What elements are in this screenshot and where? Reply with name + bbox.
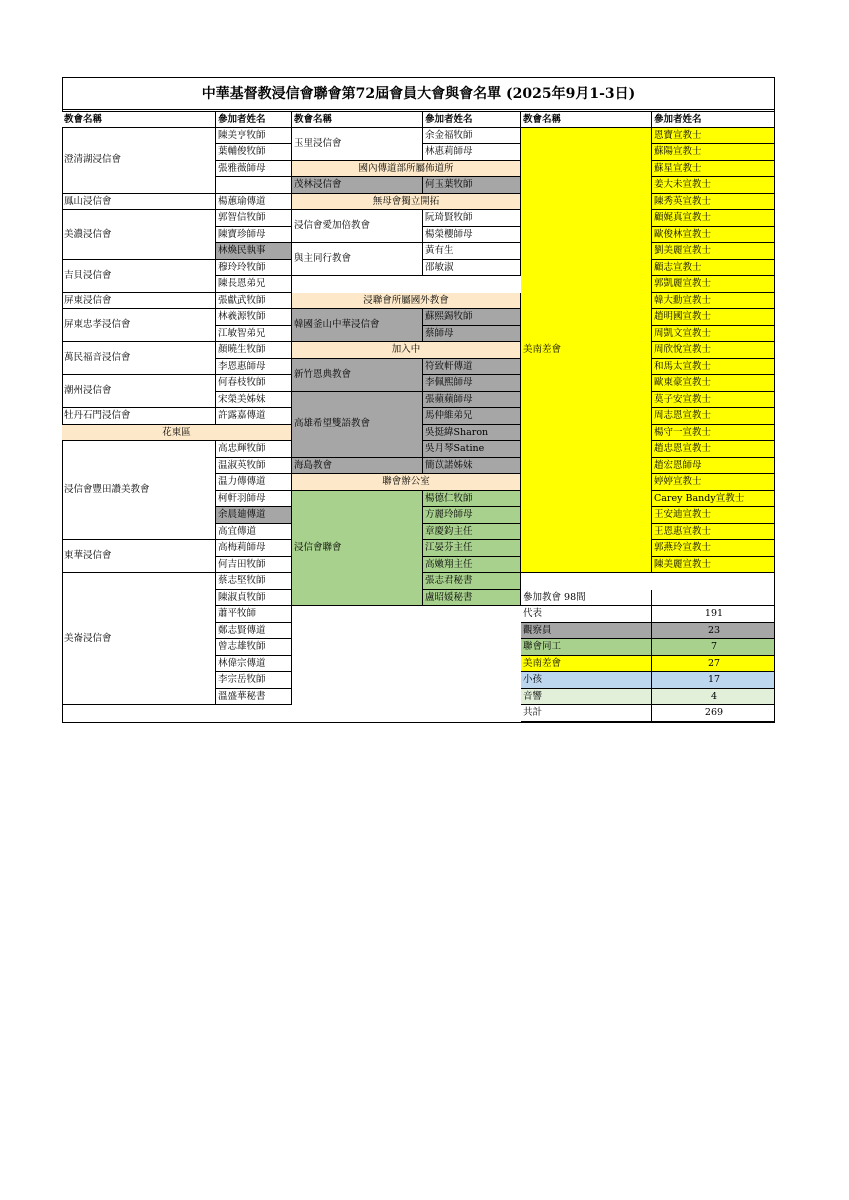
attendee-name: 楊榮櫻師母 (423, 227, 521, 244)
church-name: 高雄希望雙語教會 (292, 392, 423, 458)
attendee-name: 温淑英牧師 (216, 458, 292, 475)
church-name: 玉里浸信會 (292, 128, 423, 161)
attendee-name: 高忠輝牧師 (216, 441, 292, 458)
attendee-name: 余金福牧師 (423, 128, 521, 145)
church-name: 美崙浸信會 (62, 573, 216, 705)
attendee-name: 邵敏淑 (423, 260, 521, 277)
attendee-name: 何春枝牧師 (216, 375, 292, 392)
church-name: 浸信會愛加倍教會 (292, 210, 423, 243)
attendee-name: 李宗岳牧師 (216, 672, 292, 689)
summary-header-blank (652, 590, 775, 607)
attendee-name: 簡苡諾姊妹 (423, 458, 521, 475)
summary-value: 17 (652, 672, 775, 689)
missionary-name: 王恩惠宣教士 (652, 524, 775, 541)
section-overseas: 浸聯會所屬國外教會 (292, 293, 521, 310)
church-name: 美南差會 (521, 128, 652, 574)
attendee-name: 郭智信牧師 (216, 210, 292, 227)
church-name: 牡丹石門浸信會 (62, 408, 216, 425)
church-name: 東華浸信會 (62, 540, 216, 573)
attendee-name: 張獻武牧師 (216, 293, 292, 310)
summary-value: 269 (652, 705, 775, 722)
church-name: 浸信會聯會 (292, 491, 423, 607)
attendee-name: 章慶鈞主任 (423, 524, 521, 541)
missionary-name: 劉美麗宣教士 (652, 243, 775, 260)
attendee-name: 蔡志堅牧師 (216, 573, 292, 590)
church-name: 韓國釜山中華浸信會 (292, 309, 423, 342)
missionary-name: 和馬太宣教士 (652, 359, 775, 376)
summary-label: 小孩 (521, 672, 652, 689)
attendee-name: 蕭平牧師 (216, 606, 292, 623)
header-church-name: 教會名稱 (292, 111, 423, 128)
attendee-name: 李佩熙師母 (423, 375, 521, 392)
missionary-name: 顧志宣教士 (652, 260, 775, 277)
section-office: 聯會辦公室 (292, 474, 521, 491)
attendee-name: 林偉宗傳道 (216, 656, 292, 673)
header-church-name: 教會名稱 (521, 111, 652, 128)
section-domestic: 國內傳道部所屬佈道所 (292, 161, 521, 178)
attendee-name: 許露嘉傳道 (216, 408, 292, 425)
missionary-name: 郭燕玲宣教士 (652, 540, 775, 557)
summary-value: 23 (652, 623, 775, 640)
attendee-name: 吳挺緯Sharon (423, 425, 521, 442)
attendee-name (216, 177, 292, 194)
section-joining: 加入中 (292, 342, 521, 359)
attendee-name: 江晏芬主任 (423, 540, 521, 557)
missionary-name: 莫子安宣教士 (652, 392, 775, 409)
missionary-name: 周志恩宣教士 (652, 408, 775, 425)
header-attendee-name: 參加者姓名 (652, 111, 775, 128)
section-hualien: 花東區 (62, 425, 292, 442)
document-title: 中華基督教浸信會聯會第72屆會員大會與會名單 (2025年9月1-3日) (62, 77, 775, 110)
church-name: 屏東忠孝浸信會 (62, 309, 216, 342)
missionary-name: 趙明國宣教士 (652, 309, 775, 326)
missionary-name: 蘇陽宣教士 (652, 144, 775, 161)
attendee-name: 高嫩翔主任 (423, 557, 521, 574)
attendee-name: 温力傳傳道 (216, 474, 292, 491)
attendee-name: 黃有生 (423, 243, 521, 260)
attendee-name: 高宜傳道 (216, 524, 292, 541)
attendee-name: 馬仲維弟兄 (423, 408, 521, 425)
missionary-name: 楊守一宣教士 (652, 425, 775, 442)
header-attendee-name: 參加者姓名 (423, 111, 521, 128)
missionary-name: Carey Bandy宣教士 (652, 491, 775, 508)
attendee-name: 楊蕙瑜傳道 (216, 194, 292, 211)
missionary-name: 王安迪宣教士 (652, 507, 775, 524)
summary-value: 191 (652, 606, 775, 623)
attendee-name: 李恩惠師母 (216, 359, 292, 376)
church-name: 與主同行教會 (292, 243, 423, 276)
missionary-name: 歐俊林宣教士 (652, 227, 775, 244)
attendee-name: 林煥民執事 (216, 243, 292, 260)
church-name: 萬民福音浸信會 (62, 342, 216, 375)
attendee-name: 蘇熙錫牧師 (423, 309, 521, 326)
missionary-name: 恩寶宣教士 (652, 128, 775, 145)
missionary-name: 郭凱麗宣教士 (652, 276, 775, 293)
missionary-name: 陳秀英宣教士 (652, 194, 775, 211)
attendee-name: 余晨廸傳道 (216, 507, 292, 524)
attendee-name: 楊德仁牧師 (423, 491, 521, 508)
church-name: 美濃浸信會 (62, 210, 216, 260)
missionary-name: 周凱文宣教士 (652, 326, 775, 343)
summary-label: 音響 (521, 689, 652, 706)
summary-label: 代表 (521, 606, 652, 623)
church-name: 新竹恩典教會 (292, 359, 423, 392)
summary-label: 聯會同工 (521, 639, 652, 656)
church-name: 海島教會 (292, 458, 423, 475)
missionary-name: 顧娓真宣教士 (652, 210, 775, 227)
attendee-name: 葉輔俊牧師 (216, 144, 292, 161)
attendee-name: 張志君秘書 (423, 573, 521, 590)
attendee-name: 符致軒傳道 (423, 359, 521, 376)
header-attendee-name: 參加者姓名 (216, 111, 292, 128)
attendee-name: 穆玲玲牧師 (216, 260, 292, 277)
missionary-name: 趙忠恩宣教士 (652, 441, 775, 458)
attendee-name: 顏曉生牧師 (216, 342, 292, 359)
church-name: 屏東浸信會 (62, 293, 216, 310)
missionary-name: 蘇星宣教士 (652, 161, 775, 178)
missionary-name: 陳美麗宣教士 (652, 557, 775, 574)
attendee-name: 曾志雄牧師 (216, 639, 292, 656)
summary-label: 美南差會 (521, 656, 652, 673)
church-name: 浸信會豐田讚美教會 (62, 441, 216, 540)
church-name: 鳳山浸信會 (62, 194, 216, 211)
missionary-name: 趙宏恩師母 (652, 458, 775, 475)
summary-label: 共計 (521, 705, 652, 722)
attendee-name: 柯軒羽師母 (216, 491, 292, 508)
church-name: 吉貝浸信會 (62, 260, 216, 293)
missionary-name: 歐東豪宣教士 (652, 375, 775, 392)
summary-value: 27 (652, 656, 775, 673)
attendee-name: 江敏智弟兄 (216, 326, 292, 343)
attendee-name: 陳寶珍師母 (216, 227, 292, 244)
attendee-name: 林惠莉師母 (423, 144, 521, 161)
missionary-name: 韓大勳宣教士 (652, 293, 775, 310)
attendee-name: 吳月琴Satine (423, 441, 521, 458)
summary-value: 7 (652, 639, 775, 656)
attendee-name: 陳長恩弟兄 (216, 276, 292, 293)
attendee-name: 張雅薇師母 (216, 161, 292, 178)
attendee-name: 宋榮美姊妹 (216, 392, 292, 409)
attendee-name: 陳美亨牧師 (216, 128, 292, 145)
attendee-name: 阮琦賢牧師 (423, 210, 521, 227)
attendee-name: 高梅莉師母 (216, 540, 292, 557)
attendee-name: 陳淑貞牧師 (216, 590, 292, 607)
attendee-name: 何吉田牧師 (216, 557, 292, 574)
attendee-name: 蔡師母 (423, 326, 521, 343)
header-church-name: 教會名稱 (62, 111, 216, 128)
attendee-name: 鄭志賢傳道 (216, 623, 292, 640)
summary-value: 4 (652, 689, 775, 706)
section-independent: 無母會獨立開拓 (292, 194, 521, 211)
church-name: 澄清湖浸信會 (62, 128, 216, 194)
missionary-name: 姜大未宣教士 (652, 177, 775, 194)
attendee-name: 何玉葉牧師 (423, 177, 521, 194)
attendee-name: 方麗玲師母 (423, 507, 521, 524)
attendee-name: 林羲源牧師 (216, 309, 292, 326)
attendee-name: 張蘋蘋師母 (423, 392, 521, 409)
summary-label: 觀察員 (521, 623, 652, 640)
missionary-name: 婷婷宣教士 (652, 474, 775, 491)
attendee-name: 溫盛華秘書 (216, 689, 292, 706)
church-name: 茂林浸信會 (292, 177, 423, 194)
summary-header: 參加教會 98間 (521, 590, 652, 607)
missionary-name: 周欣悅宣教士 (652, 342, 775, 359)
church-name: 潮州浸信會 (62, 375, 216, 408)
attendee-name: 盧昭媛秘書 (423, 590, 521, 607)
